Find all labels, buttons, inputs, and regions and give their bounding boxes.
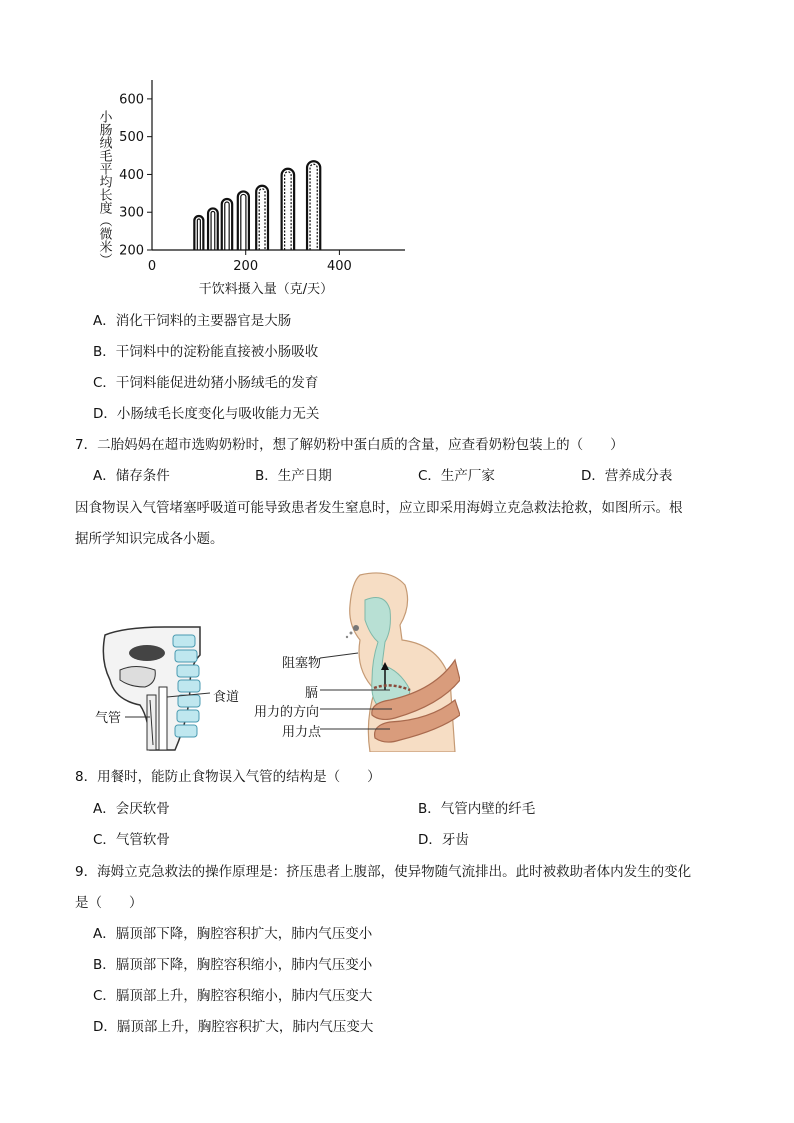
label-diaphragm: 膈 (305, 686, 319, 701)
q8-stem: 8．用餐时，能防止食物误入气管的结构是（ ） (75, 769, 381, 785)
q7-option-d[interactable]: D．营养成分表 (581, 468, 673, 484)
chart-xlabel: 干饮料摄入量（克/天） (198, 282, 334, 297)
villus-bar-inner (211, 211, 215, 250)
villus-length-chart (90, 70, 420, 300)
label-trachea: 气管 (95, 711, 122, 726)
label-esophagus: 食道 (213, 690, 240, 705)
q7-option-c[interactable]: C．生产厂家 (418, 468, 495, 484)
q9-stem-line-1: 9．海姆立克急救法的操作原理是：挤压患者上腹部，使异物随气流排出。此时被救助者体内发生的变化 (75, 864, 692, 880)
obstruction-icon (353, 625, 359, 631)
y-tick-label: 400 (119, 167, 144, 183)
q6-option-b[interactable]: B．干饲料中的淀粉能直接被小肠吸收 (93, 344, 319, 360)
heimlich-pointers (320, 650, 420, 740)
label-force-direction: 用力的方向 (254, 705, 320, 720)
q6-option-a[interactable]: A．消化干饲料的主要器官是大肠 (93, 313, 292, 329)
q6-option-c[interactable]: C．干饲料能促进幼猪小肠绒毛的发育 (93, 375, 319, 391)
x-tick-label: 200 (233, 259, 259, 274)
label-force-point: 用力点 (282, 725, 322, 740)
villus-bar-inner (310, 164, 317, 250)
q9-option-b[interactable]: B．膈顶部下降，胸腔容积缩小，肺内气压变小 (93, 957, 373, 973)
villus-bar-inner (241, 194, 246, 250)
chart-ylabel: 小肠绒毛平均长度（微米） (96, 110, 112, 266)
y-tick-label: 600 (119, 92, 144, 108)
q8-option-d[interactable]: D．牙齿 (418, 832, 469, 848)
villus-bar-inner (225, 202, 229, 250)
villus-bar (208, 208, 218, 250)
q9-stem-line-2: 是（ ） (75, 895, 143, 911)
q6-option-d[interactable]: D．小肠绒毛长度变化与吸收能力无关 (93, 406, 320, 422)
villus-bar (194, 216, 203, 250)
q8-option-b[interactable]: B．气管内壁的纤毛 (418, 801, 536, 817)
label-obstruction: 阻塞物 (282, 656, 322, 671)
q7-stem: 7．二胎妈妈在超市选购奶粉时，想了解奶粉中蛋白质的含量，应查看奶粉包装上的（ ） (75, 437, 624, 453)
q9-option-d[interactable]: D．膈顶部上升，胸腔容积扩大，肺内气压变大 (93, 1019, 374, 1035)
chart-axes (119, 80, 405, 274)
y-tick-label: 500 (119, 130, 144, 146)
nasal-cavity (129, 645, 165, 661)
intro-line-1: 因食物误入气管堵塞呼吸道可能导致患者发生窒息时，应立即采用海姆立克急救法抢救，如图所示。根 (75, 500, 683, 516)
q9-option-c[interactable]: C．膈顶部上升，胸腔容积缩小，肺内气压变大 (93, 988, 373, 1004)
q8-option-a[interactable]: A．会厌软骨 (93, 801, 170, 817)
intro-line-2: 据所学知识完成各小题。 (75, 531, 224, 547)
villus-bar-inner (259, 189, 265, 250)
q7-option-a[interactable]: A．储存条件 (93, 468, 170, 484)
x-tick-label: 0 (147, 259, 157, 274)
y-tick-label: 200 (119, 243, 144, 259)
villus-bar (222, 199, 232, 250)
x-tick-label: 400 (326, 259, 352, 274)
villus-bar (307, 161, 320, 250)
q8-option-c[interactable]: C．气管软骨 (93, 832, 170, 848)
villus-bar (282, 169, 295, 250)
y-tick-label: 300 (119, 205, 144, 221)
q7-option-b[interactable]: B．生产日期 (255, 468, 332, 484)
chart-bars (194, 161, 320, 250)
q9-option-a[interactable]: A．膈顶部下降，胸腔容积扩大，肺内气压变小 (93, 926, 373, 942)
villus-bar (238, 191, 249, 250)
villus-bar-inner (197, 219, 200, 250)
villus-bar (256, 186, 268, 250)
villus-bar-inner (285, 172, 292, 250)
esophagus-tube (159, 687, 167, 750)
